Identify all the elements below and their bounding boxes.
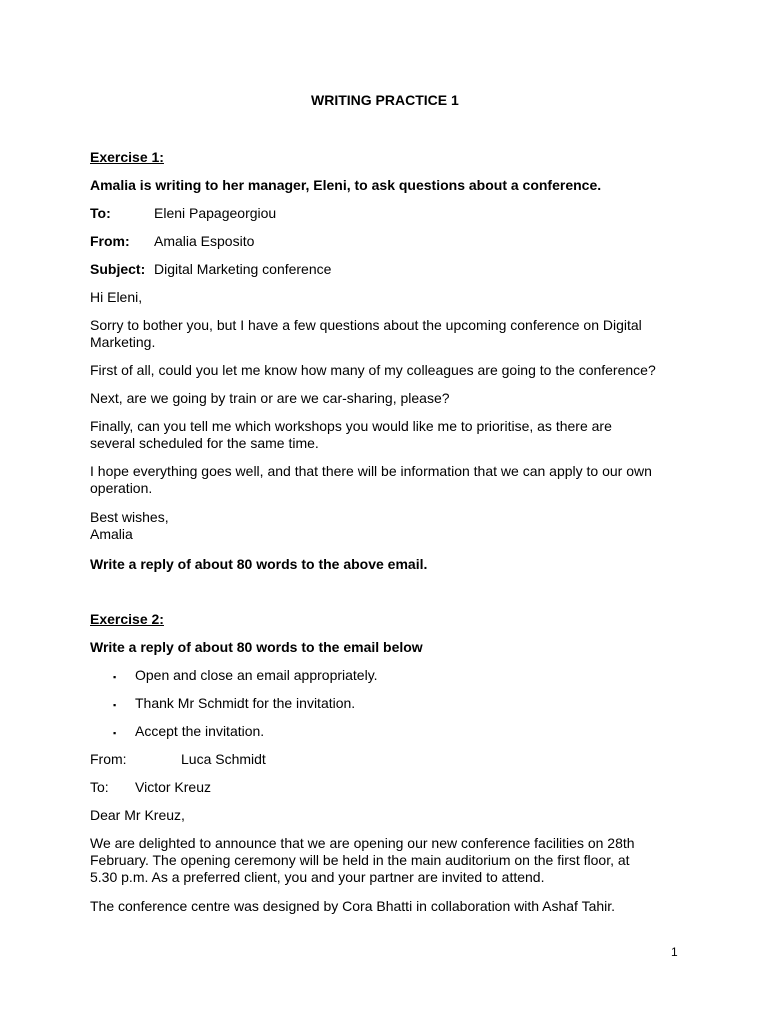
subject-value: Digital Marketing conference xyxy=(154,261,332,277)
subject-label: Subject: xyxy=(90,261,146,277)
email-paragraph: Next, are we going by train or are we car-sharing, please? xyxy=(90,390,450,406)
from-value: Luca Schmidt xyxy=(181,751,266,767)
page-number: 1 xyxy=(671,945,678,959)
email-paragraph: First of all, could you let me know how many of my colleagues are going to the conference? xyxy=(90,362,656,378)
email-paragraph: I hope everything goes well, and that there will be information that we can apply to our own operation. xyxy=(90,463,652,496)
to-label: To: xyxy=(90,205,111,221)
bullet-item: Thank Mr Schmidt for the invitation. xyxy=(135,695,356,711)
from-label: From: xyxy=(90,233,130,249)
exercise-2-task: Write a reply of about 80 words to the email below xyxy=(90,639,423,655)
email-signature: Amalia xyxy=(90,526,133,542)
email-greeting: Hi Eleni, xyxy=(90,289,143,305)
email-paragraph: Sorry to bother you, but I have a few questions about the upcoming conference on Digital Marketing. xyxy=(90,317,642,350)
exercise-1-intro: Amalia is writing to her manager, Eleni, to ask questions about a conference. xyxy=(90,177,602,193)
email-paragraph: We are delighted to announce that we are opening our new conference facilities on 28th February. The opening ceremony will be held in the main auditorium on the first floor, at 5.30 p.m. As a preferred client, you and your partner are invited to attend. xyxy=(90,835,635,885)
bullet-marker: ▪ xyxy=(113,672,117,682)
exercise-1-heading: Exercise 1: xyxy=(90,149,164,165)
bullet-marker: ▪ xyxy=(113,700,117,710)
email-signoff: Best wishes, xyxy=(90,509,169,525)
from-label: From: xyxy=(90,751,127,767)
email-greeting: Dear Mr Kreuz, xyxy=(90,807,185,823)
email-paragraph: Finally, can you tell me which workshops you would like me to prioritise, as there are several scheduled for the same time. xyxy=(90,418,612,451)
email-paragraph: The conference centre was designed by Cora Bhatti in collaboration with Ashaf Tahir. xyxy=(90,898,616,914)
bullet-item: Open and close an email appropriately. xyxy=(135,667,378,683)
page-title: WRITING PRACTICE 1 xyxy=(311,92,459,108)
from-value: Amalia Esposito xyxy=(154,233,255,249)
exercise-1-task: Write a reply of about 80 words to the above email. xyxy=(90,556,428,572)
to-label: To: xyxy=(90,779,109,795)
to-value: Eleni Papageorgiou xyxy=(154,205,277,221)
bullet-item: Accept the invitation. xyxy=(135,723,265,739)
exercise-2-heading: Exercise 2: xyxy=(90,611,164,627)
bullet-marker: ▪ xyxy=(113,728,117,738)
to-value: Victor Kreuz xyxy=(135,779,211,795)
